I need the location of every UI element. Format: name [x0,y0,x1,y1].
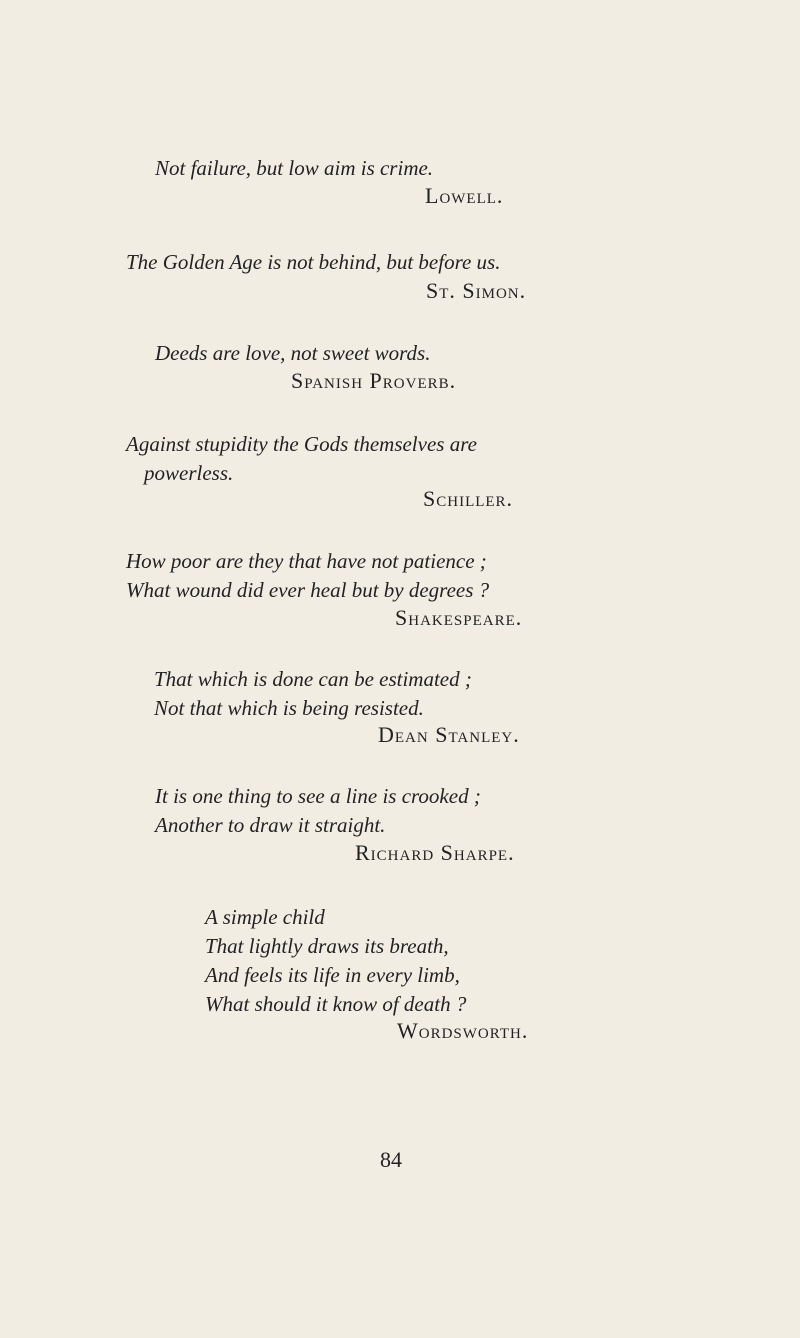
quote-4-author: Schiller. [423,486,514,511]
quote-6-author: Dean Stanley. [378,722,520,747]
quote-8-author: Wordsworth. [397,1018,529,1043]
quote-8-line-2: That lightly draws its breath, [205,934,449,958]
quote-3-author: Spanish Proverb. [291,368,457,393]
quote-4-line-2: powerless. [144,461,234,485]
page-number: 84 [380,1147,402,1172]
quote-4-text [126,430,477,488]
quote-8-line-3: And feels its life in every limb, [205,963,460,987]
quote-5-line-1: How poor are they that have not patience ; [126,549,487,573]
quote-7-line-2: Another to draw it straight. [155,813,386,837]
quote-1-author: Lowell. [425,183,504,208]
quote-5-author: Shakespeare. [395,605,523,630]
quote-3-line-1: Deeds are love, not sweet words. [155,341,431,365]
quote-6-line-1: That which is done can be estimated ; [154,667,472,691]
quote-2-author: St. Simon. [426,278,527,303]
quote-1-text [155,154,433,183]
quote-6-text [154,665,472,723]
quote-7-line-1: It is one thing to see a line is crooked ; [155,784,481,808]
quote-7-author: Richard Sharpe. [355,840,515,865]
quote-5-line-2: What wound did ever heal but by degrees ? [126,578,490,602]
quote-6-line-2: Not that which is being resisted. [154,696,424,720]
quote-2-line-1: The Golden Age is not behind, but before us. [126,250,501,274]
quote-5-text [126,547,489,605]
quote-7-text [155,782,481,840]
quote-4-line-1: Against stupidity the Gods themselves are [126,432,477,456]
quote-3-text [155,339,430,368]
quote-2-text [126,248,500,277]
quote-1-line-1: Not failure, but low aim is crime. [155,156,434,180]
quote-8-text [205,903,466,1019]
quote-8-line-4: What should it know of death ? [205,992,467,1016]
quote-8-line-1: A simple child [205,905,325,929]
